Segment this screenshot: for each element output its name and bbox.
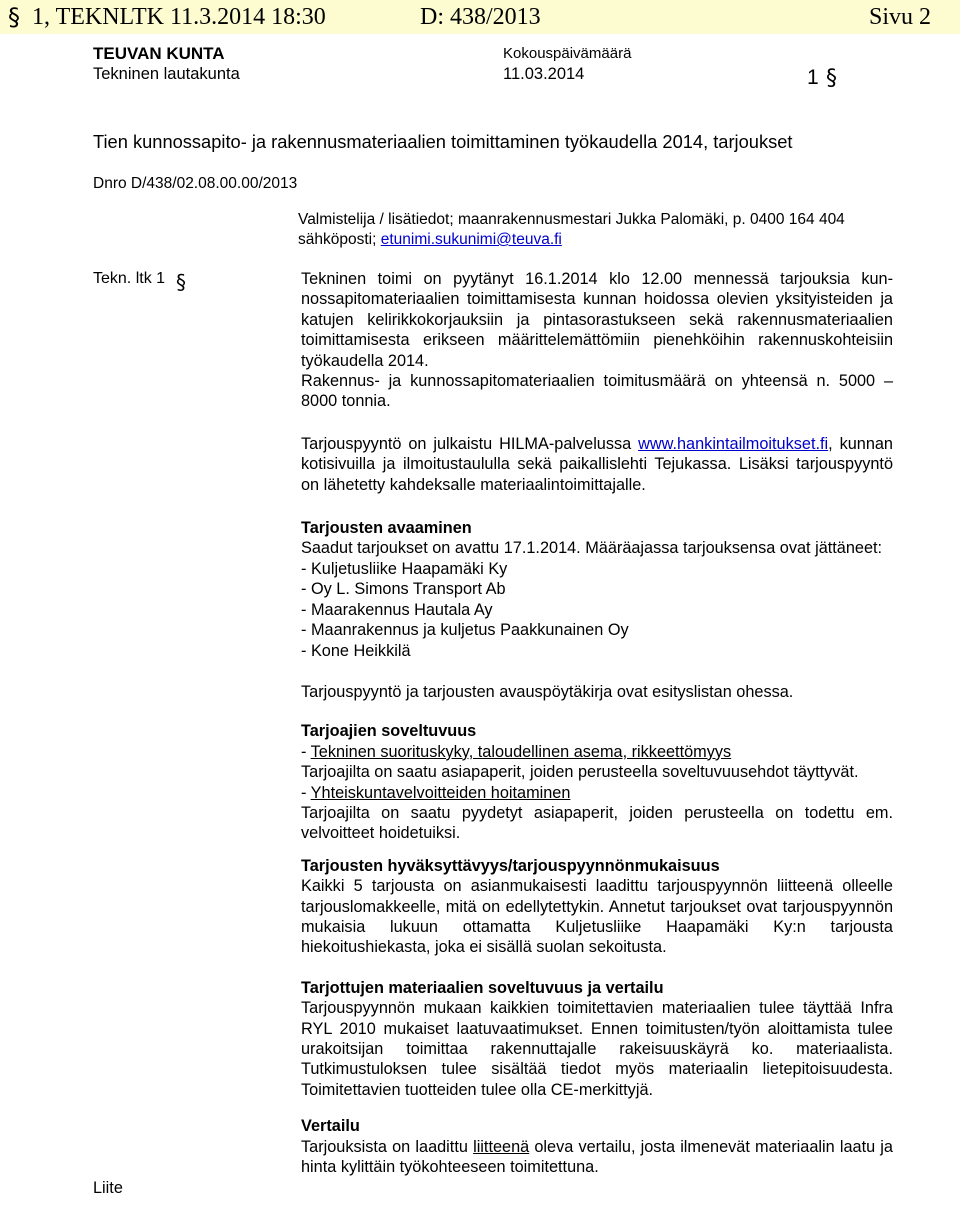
paragraph-volume: Rakennus- ja kunnossapitomateriaalien toimitusmäärä on yhteensä n. 5000 – 8000 tonnia. [301,372,893,411]
document-id: 1, TEKNLTK 11.3.2014 18:30 [32,4,326,30]
list-item: - Oy L. Simons Transport Ab [301,580,506,599]
section-sign-icon: § [826,66,837,91]
email-label: sähköposti; [298,231,377,248]
paragraph-opening: Saadut tarjoukset on avattu 17.1.2014. Määräajassa tarjouksensa ovat jättäneet: [301,539,883,558]
heading-comparison: Vertailu [301,1117,360,1136]
paragraph-attachments: Tarjouspyyntö ja tarjousten avauspöytäkirja ovat esityslistan ohessa. [301,682,794,701]
criterion-1-text: Tarjoajilta on saatu asiapaperit, joiden perusteella soveltuvuusehdot täyttyvät. [301,763,859,782]
criterion-1: - Tekninen suorituskyky, taloudellinen asema, rikkeettömyys [301,742,732,761]
decision-body [301,269,893,1177]
hilma-link[interactable]: www.hankintailmoitukset.fi [638,434,829,453]
page-number: Sivu 2 [869,4,932,30]
list-item: - Maarakennus Hautala Ay [301,600,493,619]
email-link[interactable]: etunimi.sukunimi@teuva.fi [380,231,562,248]
paragraph-publication: Tarjouspyyntö on julkaistu HILMA-palvelussa www.hankintailmoitukset.fi, kunnan kotisivuilla ja ilmoitustaululla sekä paikallislehti Tejukassa. Lisäksi tarjouspyyntö on lähetetty kahdeksalle materiaalintoimittajalle. [301,434,893,494]
organization-name: TEUVAN KUNTA [93,44,225,63]
page-header-bar [0,0,960,34]
meeting-date-label: Kokouspäivämäärä [503,45,632,62]
preparer-email-line [298,231,562,249]
criterion-2-text: Tarjoajilta on saatu pyydetyt asiapaperit, joiden perusteella on todettu em. velvoitteet hoidetuiksi. [301,803,893,843]
page-title: Tien kunnossapito- ja rakennusmateriaalien toimittaminen työkaudella 2014, tarjoukset [93,131,793,152]
section-sign-icon: § [8,3,20,31]
list-item: - Kuljetusliike Haapamäki Ky [301,559,508,578]
committee-name: Tekninen lautakunta [93,65,240,83]
list-item: - Maanrakennus ja kuljetus Paakkunainen Oy [301,621,629,640]
decision-number: D: 438/2013 [420,4,541,30]
heading-opening: Tarjousten avaaminen [301,519,472,538]
section-number: 1 [807,66,819,89]
heading-materials: Tarjottujen materiaalien soveltuvuus ja vertailu [301,978,664,997]
section-sign-icon: § [176,270,186,294]
case-reference: Tekn. ltk 1 [93,270,166,287]
paragraph-acceptability: Kaikki 5 tarjousta on asianmukaisesti laadittu tarjouspyynnön liitteenä olleelle tarjouslomakkeelle, mitä on edellytettykin. Annetut tarjoukset ovat tarjouspyynnön mukaisia lukuun ottamatta Kuljetusliike Haapamäki Ky:n tarjousta hiekoitushiekasta, joka ei sisällä suolan sekoitusta. [301,877,893,957]
paragraph-materials: Tarjouspyynnön mukaan kaikkien toimitettavien materiaalien tulee täyttää Infra RYL 2010 mukaiset laatuvaatimukset. Ennen toimitusten/työn aloittamista tulee urakoitsijan toimittaa rakennuttajalle rakeisuuskäyrä ko. materiaalista. Tutkimustuloksen tulee sisältää tiedot myös materiaalin lietepitoisuudesta. Toimitettavien tuotteiden tulee olla CE-merkittyjä. [301,999,893,1099]
meeting-date: 11.03.2014 [503,65,585,83]
preparer-info: Valmistelija / lisätiedot; maanrakennusmestari Jukka Palomäki, p. 0400 164 404 [298,211,845,228]
attachment-link[interactable]: liitteenä [473,1137,530,1156]
paragraph-request: Tekninen toimi on pyytänyt 16.1.2014 klo 12.00 mennessä tarjouksia kunnossapitomateriaalien toimittamisesta kunnan hoidossa olevien yksityisteiden ja katujen kelirikkokorjauksiin ja pintasorastukseen sekä rakennusmateriaalien toimittamisesta erikseen määrittelemättömiin pienehköihin rakennuskohteisiin työkaudella 2014. [301,270,893,370]
criterion-2: - Yhteiskuntavelvoitteiden hoitaminen [301,783,571,802]
paragraph-comparison: Tarjouksista on laadittu liitteenä oleva vertailu, josta ilmenevät materiaalin laatu ja hinta kylittäin työkohteeseen toimitettuna. [301,1137,893,1177]
attachment-label: Liite [93,1179,123,1197]
heading-acceptability: Tarjousten hyväksyttävyys/tarjouspyynnönmukaisuus [301,856,720,875]
heading-suitability: Tarjoajien soveltuvuus [301,722,477,741]
list-item: - Kone Heikkilä [301,641,411,660]
record-number: Dnro D/438/02.08.00.00/2013 [93,175,298,192]
